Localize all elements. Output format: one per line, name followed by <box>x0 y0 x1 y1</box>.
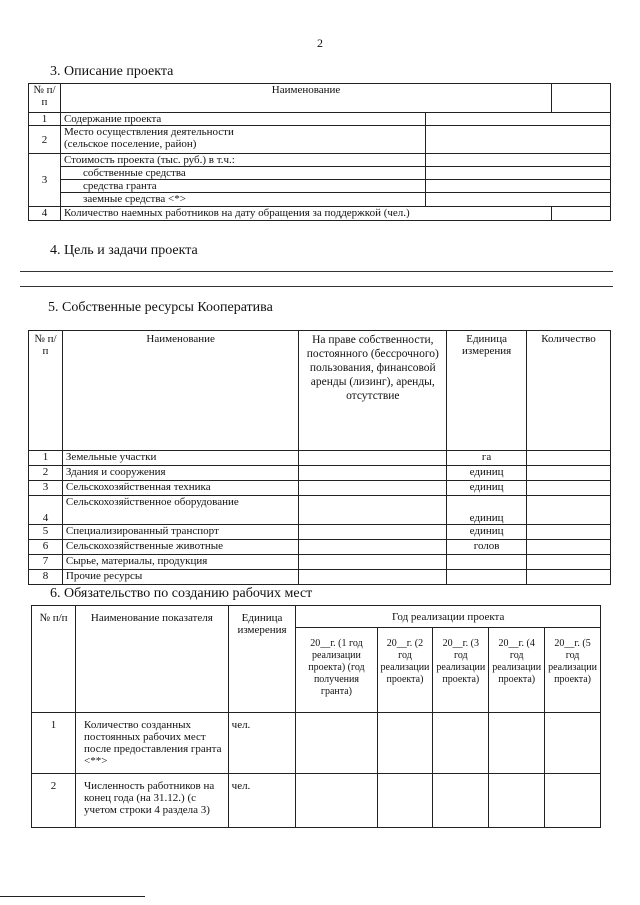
col-unit-header: Единица измерения <box>228 606 296 713</box>
row-qty <box>527 540 611 555</box>
year-value <box>545 774 601 828</box>
row-value <box>426 180 611 193</box>
row-subname: собственные средства <box>60 167 425 180</box>
row-num: 1 <box>32 713 76 774</box>
row-value <box>426 113 611 126</box>
own-resources-table <box>28 330 611 585</box>
row-qty <box>527 496 611 525</box>
row-unit: единиц <box>447 525 527 540</box>
row-num: 8 <box>29 570 63 585</box>
row-subname: заемные средства <*> <box>60 193 425 207</box>
row-right <box>299 555 447 570</box>
row-right <box>299 496 447 525</box>
col-name-header: Наименование <box>62 331 299 451</box>
row-name <box>60 126 425 154</box>
row-num: 6 <box>29 540 63 555</box>
row-name-line: Место осуществления деятельности <box>63 126 234 138</box>
row-name: Количество наемных работников на дату обращения за поддержкой (чел.) <box>60 207 551 221</box>
row-unit: га <box>447 451 527 466</box>
row-right <box>299 540 447 555</box>
row-num: 7 <box>29 555 63 570</box>
row-qty <box>527 555 611 570</box>
row-num: 4 <box>29 496 63 525</box>
col-unit-header: Единица измерения <box>447 331 527 451</box>
year-header: 20__г. (2 год реализации проекта) <box>377 628 433 713</box>
row-unit: единиц <box>447 466 527 481</box>
resource-row <box>29 540 611 555</box>
col-right-header: На праве собственности, постоянного (бессрочного) пользования, финансовой аренды (лизинг), аренды, отсутствие <box>299 331 447 451</box>
row-name: Прочие ресурсы <box>62 570 299 585</box>
row-value <box>426 126 611 154</box>
section-5-title: 5. Собственные ресурсы Кооператива <box>48 300 273 315</box>
col-num-header: № п/п <box>29 331 63 451</box>
row-name: Сельскохозяйственная техника <box>62 481 299 496</box>
resource-row <box>29 555 611 570</box>
year-value <box>296 713 377 774</box>
row-unit <box>447 555 527 570</box>
row-right <box>299 451 447 466</box>
row-num: 2 <box>29 466 63 481</box>
row-name: Земельные участки <box>62 451 299 466</box>
year-value <box>433 713 489 774</box>
section-3-title: 3. Описание проекта <box>50 64 174 79</box>
row-num: 1 <box>29 451 63 466</box>
resource-row <box>29 481 611 496</box>
row-subname: средства гранта <box>60 180 425 193</box>
page-number: 2 <box>317 36 323 50</box>
year-value <box>296 774 377 828</box>
row-qty <box>527 466 611 481</box>
resource-row <box>29 496 611 525</box>
row-right <box>299 570 447 585</box>
row-value <box>552 207 611 221</box>
answer-line <box>20 286 613 287</box>
col-qty-header: Количество <box>527 331 611 451</box>
row-num: 2 <box>29 126 61 154</box>
row-name: Сельскохозяйственное оборудование <box>62 496 299 525</box>
row-unit: единиц <box>447 481 527 496</box>
row-num: 2 <box>32 774 76 828</box>
row-name: Численность работников на конец года (на 31.12.) (с учетом строки 4 раздела 3) <box>76 774 229 828</box>
row-qty <box>527 451 611 466</box>
resource-row <box>29 525 611 540</box>
footnote-separator <box>0 896 145 897</box>
row-name: Здания и сооружения <box>62 466 299 481</box>
year-value <box>489 713 545 774</box>
answer-line <box>20 271 613 272</box>
col-name-header: Наименование показателя <box>76 606 229 713</box>
row-name: Специализированный транспорт <box>62 525 299 540</box>
row-right <box>299 525 447 540</box>
year-value <box>377 713 433 774</box>
year-value <box>433 774 489 828</box>
row-qty <box>527 525 611 540</box>
year-value <box>377 774 433 828</box>
year-header: 20__г. (4 год реализации проекта) <box>489 628 545 713</box>
row-num: 4 <box>29 207 61 221</box>
row-name: Стоимость проекта (тыс. руб.) в т.ч.: <box>60 154 425 167</box>
row-unit: голов <box>447 540 527 555</box>
section-4-title: 4. Цель и задачи проекта <box>50 243 198 258</box>
project-description-table <box>28 83 611 221</box>
year-header: 20__г. (5 год реализации проекта) <box>545 628 601 713</box>
row-num: 5 <box>29 525 63 540</box>
row-value <box>426 193 611 207</box>
resource-row <box>29 570 611 585</box>
row-name: Сырье, материалы, продукция <box>62 555 299 570</box>
row-num: 3 <box>29 481 63 496</box>
year-value <box>489 774 545 828</box>
row-unit: единиц <box>447 496 527 525</box>
year-header: 20__г. (3 год реализации проекта) <box>433 628 489 713</box>
resources-body <box>29 451 611 585</box>
row-qty <box>527 570 611 585</box>
value-header <box>552 84 611 113</box>
year-header: 20__г. (1 год реализации проекта) (год получения гранта) <box>296 628 377 713</box>
row-name: Сельскохозяйственные животные <box>62 540 299 555</box>
section-6-title: 6. Обязательство по созданию рабочих мест <box>50 586 313 601</box>
row-right <box>299 481 447 496</box>
resource-row <box>29 466 611 481</box>
row-right <box>299 466 447 481</box>
row-qty <box>527 481 611 496</box>
row-unit <box>447 570 527 585</box>
row-unit: чел. <box>228 713 296 774</box>
col-num-header: № п/п <box>29 84 61 113</box>
resource-row <box>29 451 611 466</box>
col-years-header: Год реализации проекта <box>296 606 601 628</box>
row-name: Содержание проекта <box>60 113 425 126</box>
col-num-header: № п/п <box>32 606 76 713</box>
row-value <box>426 154 611 167</box>
row-name: Количество созданных постоянных рабочих мест после предоставления гранта <**> <box>76 713 229 774</box>
row-num: 1 <box>29 113 61 126</box>
col-name-header: Наименование <box>60 84 551 113</box>
row-value <box>426 167 611 180</box>
row-num: 3 <box>29 154 61 207</box>
row-name-line: (сельское поселение, район) <box>63 138 197 150</box>
jobs-table <box>31 605 601 828</box>
row-unit: чел. <box>228 774 296 828</box>
year-value <box>545 713 601 774</box>
